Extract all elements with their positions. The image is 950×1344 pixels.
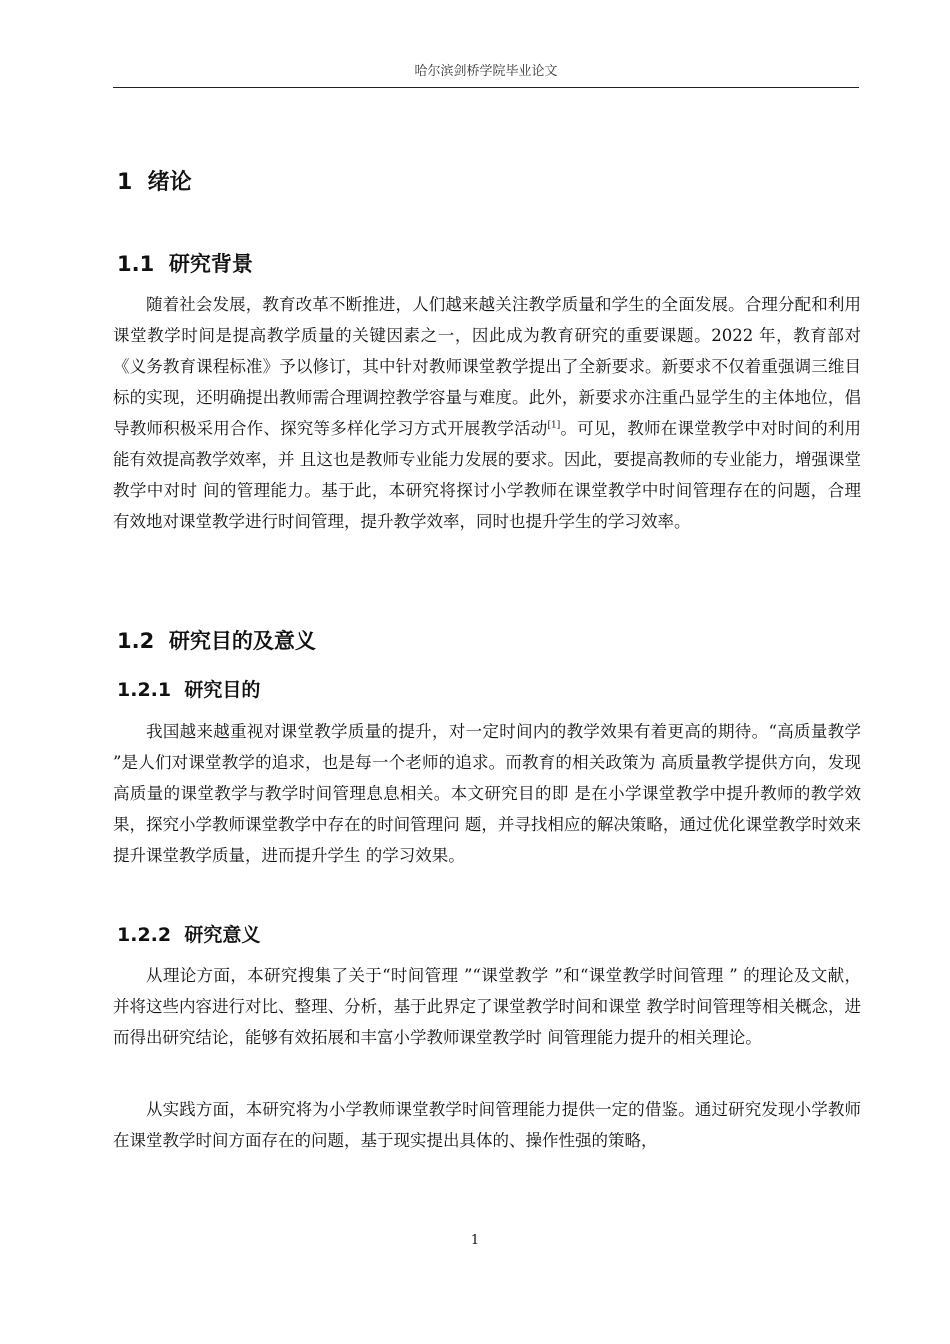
subsection-number: 1.2.1 [117, 679, 172, 701]
subsection-heading-1-2-1 [117, 675, 260, 702]
subsection-title: 研究目的 [184, 679, 261, 701]
citation-1: [1] [547, 420, 561, 431]
paragraph-background-text-b: 。可见，教师在课堂教学中对时间的利用能有效提高教学效率，并 且这也是教师专业能力发展的要求。因此，要提高教师的专业能力，增强课堂教学中对时 间的管理能力。基于此，本研究将探讨小学教师在课堂教学中时间管理存在的问题，合理 有效地对课堂教学进行时间管理，提升教学效率，同时也提升学生的学习效率。 [113, 419, 862, 531]
section-title: 研究背景 [168, 252, 253, 276]
section-number: 1.1 [117, 252, 155, 276]
page-number: 1 [470, 1233, 480, 1248]
chapter-title: 绪论 [147, 170, 192, 195]
paragraph-background-text-a: 随着社会发展，教育改革不断推进，人们越来越关注教学质量和学生的全面发展。合理分配和利用课堂教学时间是提高教学质量的关键因素之一，因此成为教育研究的重要课题。2022 年，教育部对《义务教育课程标准》予以修订，其中针对教师课堂教学提出了全新要求。新要求不仅着重强调三维目标的实现，还明确提出教师需合理调控教学容量与难度。此外，新要求亦注重凸显学生的主体地位，倡导教师积极采用合作、探究等多样化学习方式开展教学活动 [113, 295, 861, 438]
paragraph-significance-practice: 从实践方面，本研究将为小学教师课堂教学时间管理能力提供一定的借鉴。通过研究发现小学教师在课堂教学时间方面存在的问题，基于现实提出具体的、操作性强的策略， [113, 1100, 861, 1150]
paragraph-background [113, 289, 861, 537]
section-title: 研究目的及意义 [168, 629, 316, 653]
paragraph-purpose: 我国越来越重视对课堂教学质量的提升，对一定时间内的教学效果有着更高的期待。“高质量教学 ”是人们对课堂教学的追求，也是每一个老师的追求。而教育的相关政策为 高质量教学提供方向，发现高质量的课堂教学与教学时间管理息息相关。本文研究目的即 是在小学课堂教学中提升教师的教学效果，探究小学教师课堂教学中存在的时间管理问 题，并寻找相应的解决策略，通过优化课堂教学时效来提升课堂教学质量，进而提升学生 的学习效果。 [113, 722, 861, 865]
chapter-number: 1 [117, 170, 133, 195]
chapter-heading [117, 165, 192, 196]
section-number: 1.2 [117, 629, 155, 653]
subsection-title: 研究意义 [184, 924, 261, 946]
subsection-heading-1-2-2 [117, 920, 260, 947]
section-heading-1-1 [117, 248, 253, 278]
paragraph-significance-theory: 从理论方面，本研究搜集了关于“时间管理 ”“课堂教学 ”和“课堂教学时间管理 ” 的理论及文献，并将这些内容进行对比、整理、分析，基于此界定了课堂教学时间和课堂 教学时间管理等相关概念，进而得出研究结论，能够有效拓展和丰富小学教师课堂教学时 间管理能力提升的相关理论。 [113, 966, 861, 1047]
subsection-number: 1.2.2 [117, 924, 172, 946]
page-header: 哈尔滨剑桥学院毕业论文 [113, 60, 859, 88]
section-heading-1-2 [117, 625, 316, 655]
